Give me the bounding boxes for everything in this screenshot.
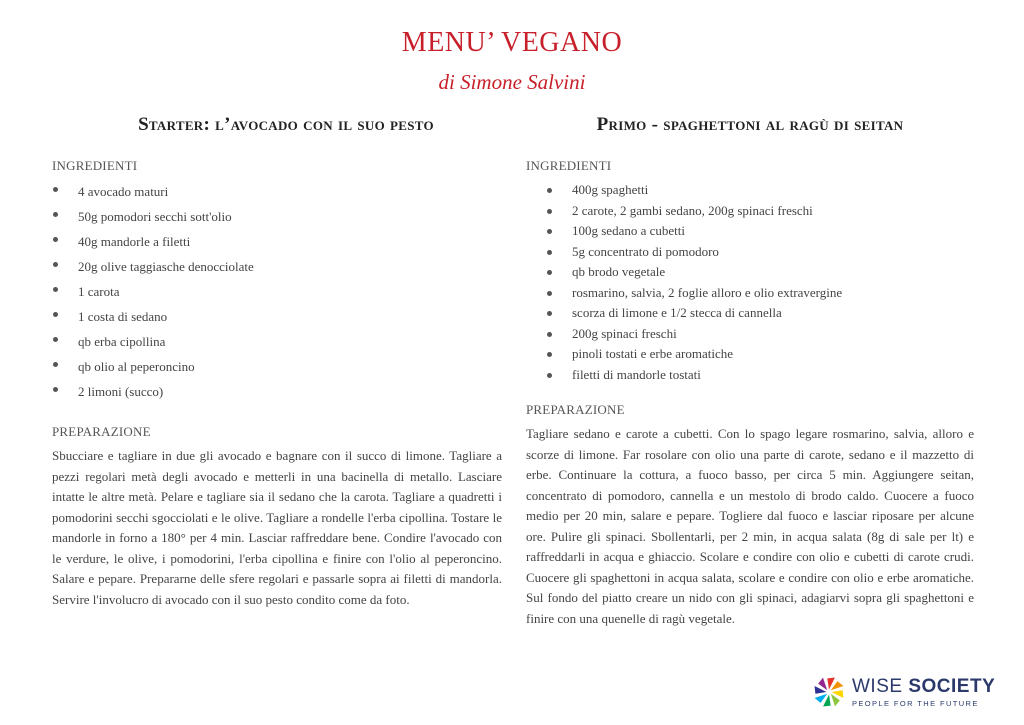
list-item: rosmarino, salvia, 2 foglie alloro e olio extravergine xyxy=(546,283,974,304)
list-item: qb erba cipollina xyxy=(52,329,502,354)
logo-name xyxy=(852,676,995,698)
starter-ingredients-label: INGREDIENTI xyxy=(52,158,138,173)
multicolor-flower-icon xyxy=(812,675,846,709)
list-item: qb olio al peperoncino xyxy=(52,354,502,379)
list-item: 4 avocado maturi xyxy=(52,179,502,204)
list-item: 20g olive taggiasche denocciolate xyxy=(52,254,502,279)
list-item: filetti di mandorle tostati xyxy=(546,365,974,386)
primo-title: Primo - spaghettoni al ragù di seitan xyxy=(596,114,904,135)
list-item: 1 costa di sedano xyxy=(52,304,502,329)
starter-preparation-label: PREPARAZIONE xyxy=(52,424,151,439)
primo-preparation-text: Tagliare sedano e carote a cubetti. Con lo spago legare rosmarino, salvia, alloro e scorze di limone. Far rosolare con olio una parte di carote, sedano e il mazzetto di erbe. Continuare la cottura, a fuoco basso, per circa 5 min. Aggiungere seitan, concentrato di pomodoro, cannella e un mestolo di brodo caldo. Cuocere a fuoco medio per 20 min, salare e pepare. Togliere dal fuoco e lasciar riposare per alcune ore. Pulire gli spinaci. Sbollentarli, per 2 min, in acqua salata (8g di sale per lt) e raffreddarli in acqua e ghiaccio. Scolare e condire con olio e cubetti di carote crudi. Cuocere gli spaghettoni in acqua salata, scolare e condire con olio e erbe aromatiche. Sul fondo del piatto creare un nido con gli spinaci, adagiarvi sopra gli spaghettoni e finire con una quenelle di ragù vegetale. xyxy=(526,426,974,626)
starter-ingredients-list xyxy=(52,179,502,404)
list-item: 40g mandorle a filetti xyxy=(52,229,502,254)
list-item: 2 limoni (succo) xyxy=(52,379,502,404)
wise-society-logo xyxy=(812,675,996,711)
starter-column xyxy=(52,112,502,610)
page-title: MENU’ VEGANO xyxy=(401,27,623,58)
primo-preparation-label: PREPARAZIONE xyxy=(526,402,625,417)
primo-ingredients-list xyxy=(546,180,974,385)
page-subtitle: di Simone Salvini xyxy=(438,70,586,94)
logo-name-wise: WISE xyxy=(852,676,903,697)
list-item: qb brodo vegetale xyxy=(546,262,974,283)
primo-ingredients-label: INGREDIENTI xyxy=(526,158,612,173)
starter-title: Starter: l’avocado con il suo pesto xyxy=(138,114,434,135)
logo-tagline: PEOPLE FOR THE FUTURE xyxy=(852,699,979,708)
list-item: 2 carote, 2 gambi sedano, 200g spinaci freschi xyxy=(546,201,974,222)
list-item: 200g spinaci freschi xyxy=(546,324,974,345)
list-item: 100g sedano a cubetti xyxy=(546,221,974,242)
list-item: 400g spaghetti xyxy=(546,180,974,201)
list-item: 1 carota xyxy=(52,279,502,304)
starter-preparation-text: Sbucciare e tagliare in due gli avocado e bagnare con il succo di limone. Tagliare a pezzi regolari metà degli avocado e metterli in una bacinella di metallo. Lasciare intatte le altre metà. Pelare e tagliare sia il sedano che la carota. Tagliare a quadretti i pomodorini secchi sgocciolati e le olive. Tagliare a rondelle l'erba cipollina. Tostare le mandorle in forno a 180° per 4 min. Lasciar raffreddare bene. Condire l'avocado con le verdure, le olive, i pomodorini, l'erba cipollina e finire con l'olio al peperoncino. Salare e pepare. Prepararne delle sfere regolari e passarle sopra ai filetti di mandorla. Servire l'involucro di avocado con il suo pesto condito come da foto. xyxy=(52,448,502,607)
list-item: pinoli tostati e erbe aromatiche xyxy=(546,344,974,365)
logo-name-society: SOCIETY xyxy=(908,676,996,697)
list-item: 50g pomodori secchi sott'olio xyxy=(52,204,502,229)
primo-column xyxy=(526,112,974,629)
list-item: scorza di limone e 1/2 stecca di cannella xyxy=(546,303,974,324)
list-item: 5g concentrato di pomodoro xyxy=(546,242,974,263)
